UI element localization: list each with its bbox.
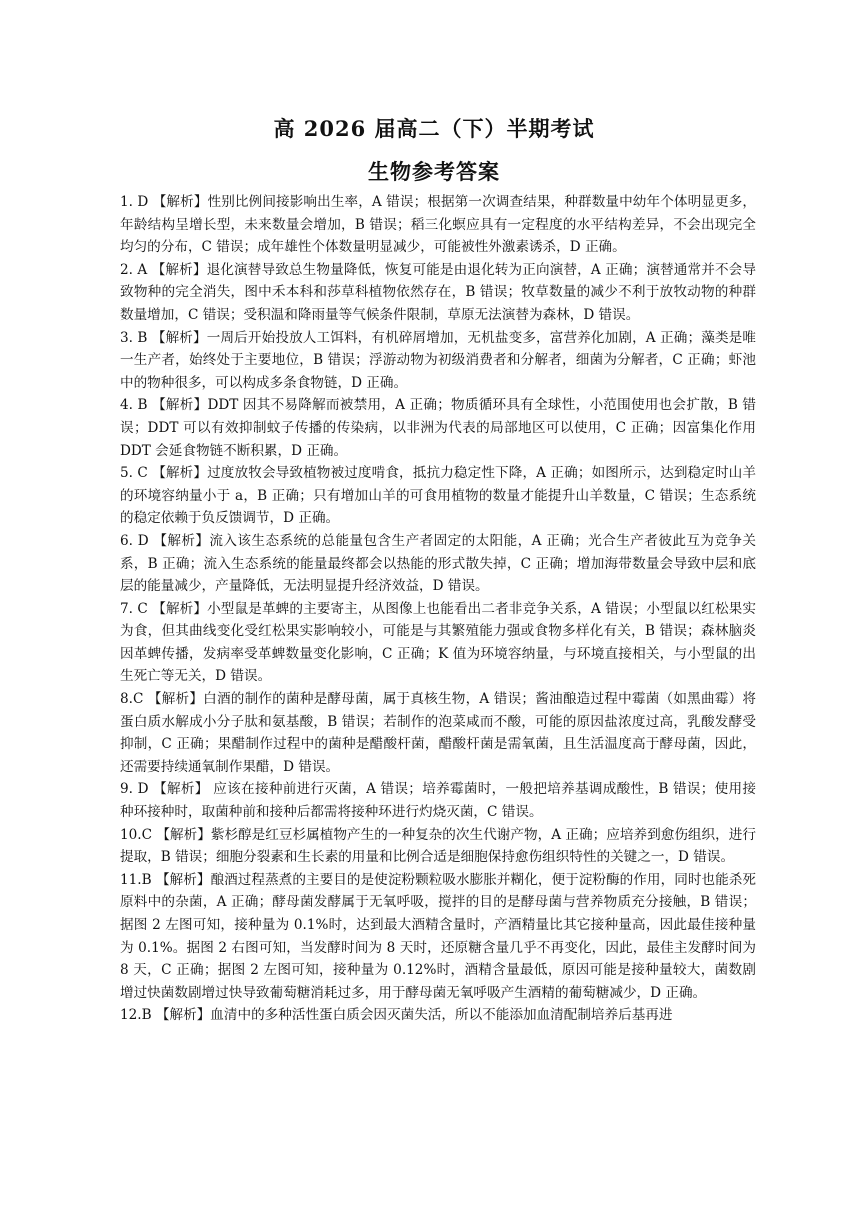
page-subtitle: 生物参考答案	[368, 159, 500, 184]
page-title: 高 2026 届高二（下）半期考试	[273, 116, 595, 141]
answer-item-5: 5. C 【解析】过度放牧会导致植物被过度啃食，抵抗力稳定性下降，A 正确；如图所示，达到稳定时山羊的环境容纳量小于 a，B 正确；只有增加山羊的可食用植物的数量才能提升山羊数量，C 错误；生态系统的稳定依赖于负反馈调节，D 正确。	[120, 465, 756, 527]
answer-item-6: 6. D 【解析】流入该生态系统的总能量包含生产者固定的太阳能，A 正确；光合生产者彼此互为竞争关系，B 正确；流入生态系统的能量最终都会以热能的形式散失掉，C 正确；增加海带数量会导致中层和底层的能量减少，产量降低，无法明显提升经济效益，D 错误。	[120, 532, 756, 595]
answer-item-10: 10.C 【解析】紫杉醇是红豆杉属植物产生的一种复杂的次生代谢产物，A 正确；应培养到愈伤组织，进行提取，B 错误；细胞分裂素和生长素的用量和比例合适是细胞保持愈伤组织特性的关键之一，D 错误。	[120, 826, 756, 866]
answer-item-12: 12.B 【解析】血清中的多种活性蛋白质会因灭菌失活，所以不能添加血清配制培养后基再进	[120, 1007, 673, 1024]
answer-item-7: 7. C 【解析】小型鼠是革蜱的主要寄主，从图像上也能看出二者非竞争关系，A 错误；小型鼠以红松果实为食，但其曲线变化受红松果实影响较小，可能是与其繁殖能力强或食物多样化有关，B 错误；森林脑炎因革蜱传播，发病率受革蜱数量变化影响，C 正确；K 值为环境容纳量，与环境直接相关，与小型鼠的出生死亡等无关，D 错误。	[120, 600, 756, 685]
answer-item-3: 3. B 【解析】一周后开始投放人工饵料，有机碎屑增加，无机盐变多，富营养化加剧，A 正确；藻类是唯一生产者，始终处于主要地位，B 错误；浮游动物为初级消费者和分解者，细菌为分解者，C 正确；虾池中的物种很多，可以构成多条食物链，D 正确。	[120, 329, 756, 391]
answer-item-9: 9. D 【解析】 应该在接种前进行灭菌，A 错误；培养霉菌时，一般把培养基调成酸性，B 错误；使用接种环接种时，取菌种前和接种后都需将接种环进行灼烧灭菌，C 错误。	[120, 781, 756, 821]
answer-item-2: 2. A 【解析】退化演替导致总生物量降低，恢复可能是由退化转为正向演替，A 正确；演替通常并不会导致物种的完全消失，图中禾本科和莎草科植物依然存在，B 错误；牧草数量的减少不利于放牧动物的种群数量增加，C 错误；受积温和降雨量等气候条件限制，草原无法演替为森林，D 错误。	[120, 261, 756, 323]
answer-item-8: 8.C 【解析】白酒的制作的菌种是酵母菌，属于真核生物，A 错误；酱油酿造过程中霉菌（如黑曲霉）将蛋白质水解成小分子肽和氨基酸，B 错误；若制作的泡菜咸而不酸，可能的原因盐浓度过高，乳酸发酵受抑制，C 正确；果醋制作过程中的菌种是醋酸杆菌，醋酸杆菌是需氧菌，且生活温度高于酵母菌，因此，还需要持续通氧制作果醋，D 错误。	[120, 691, 756, 775]
answer-item-11: 11.B 【解析】酿酒过程蒸煮的主要目的是使淀粉颗粒吸水膨胀并糊化，便于淀粉酶的作用，同时也能杀死原料中的杂菌，A 正确；酵母菌发酵属于无氧呼吸，搅拌的目的是酵母菌与营养物质充分接触，B 错误；据图 2 左图可知，接种量为 0.1%时，达到最大酒精含量时，产酒精量比其它接种量高，因此最佳接种量为 0.1%。据图 2 右图可知，当发酵时间为 8 天时，还原糖含量几乎不再变化，因此，最佳主发酵时间为 8 天，C 正确；据图 2 左图可知，接种量为 0.12%时，酒精含量最低，原因可能是接种量较大，菌数剧增过快菌数剧增过快导致葡萄糖消耗过多，用于酵母菌无氧呼吸产生酒精的葡萄糖减少，D 正确。	[120, 871, 756, 1001]
answer-item-4: 4. B 【解析】DDT 因其不易降解而被禁用，A 正确；物质循环具有全球性，小范围使用也会扩散，B 错误；DDT 可以有效抑制蚊子传播的传染病，以非洲为代表的局部地区可以使用，C 正确；因富集化作用 DDT 会延食物链不断积累，D 正确。	[120, 397, 756, 459]
answer-list	[120, 191, 756, 1027]
answer-item-1: 1. D 【解析】性别比例间接影响出生率，A 错误；根据第一次调查结果，种群数量中幼年个体明显更多，年龄结构呈增长型，未来数量会增加，B 错误；稻三化螟应具有一定程度的水平结构差异，不会出现完全均匀的分布，C 错误；成年雄性个体数量明显减少，可能被性外激素诱杀，D 正确。	[120, 194, 756, 256]
